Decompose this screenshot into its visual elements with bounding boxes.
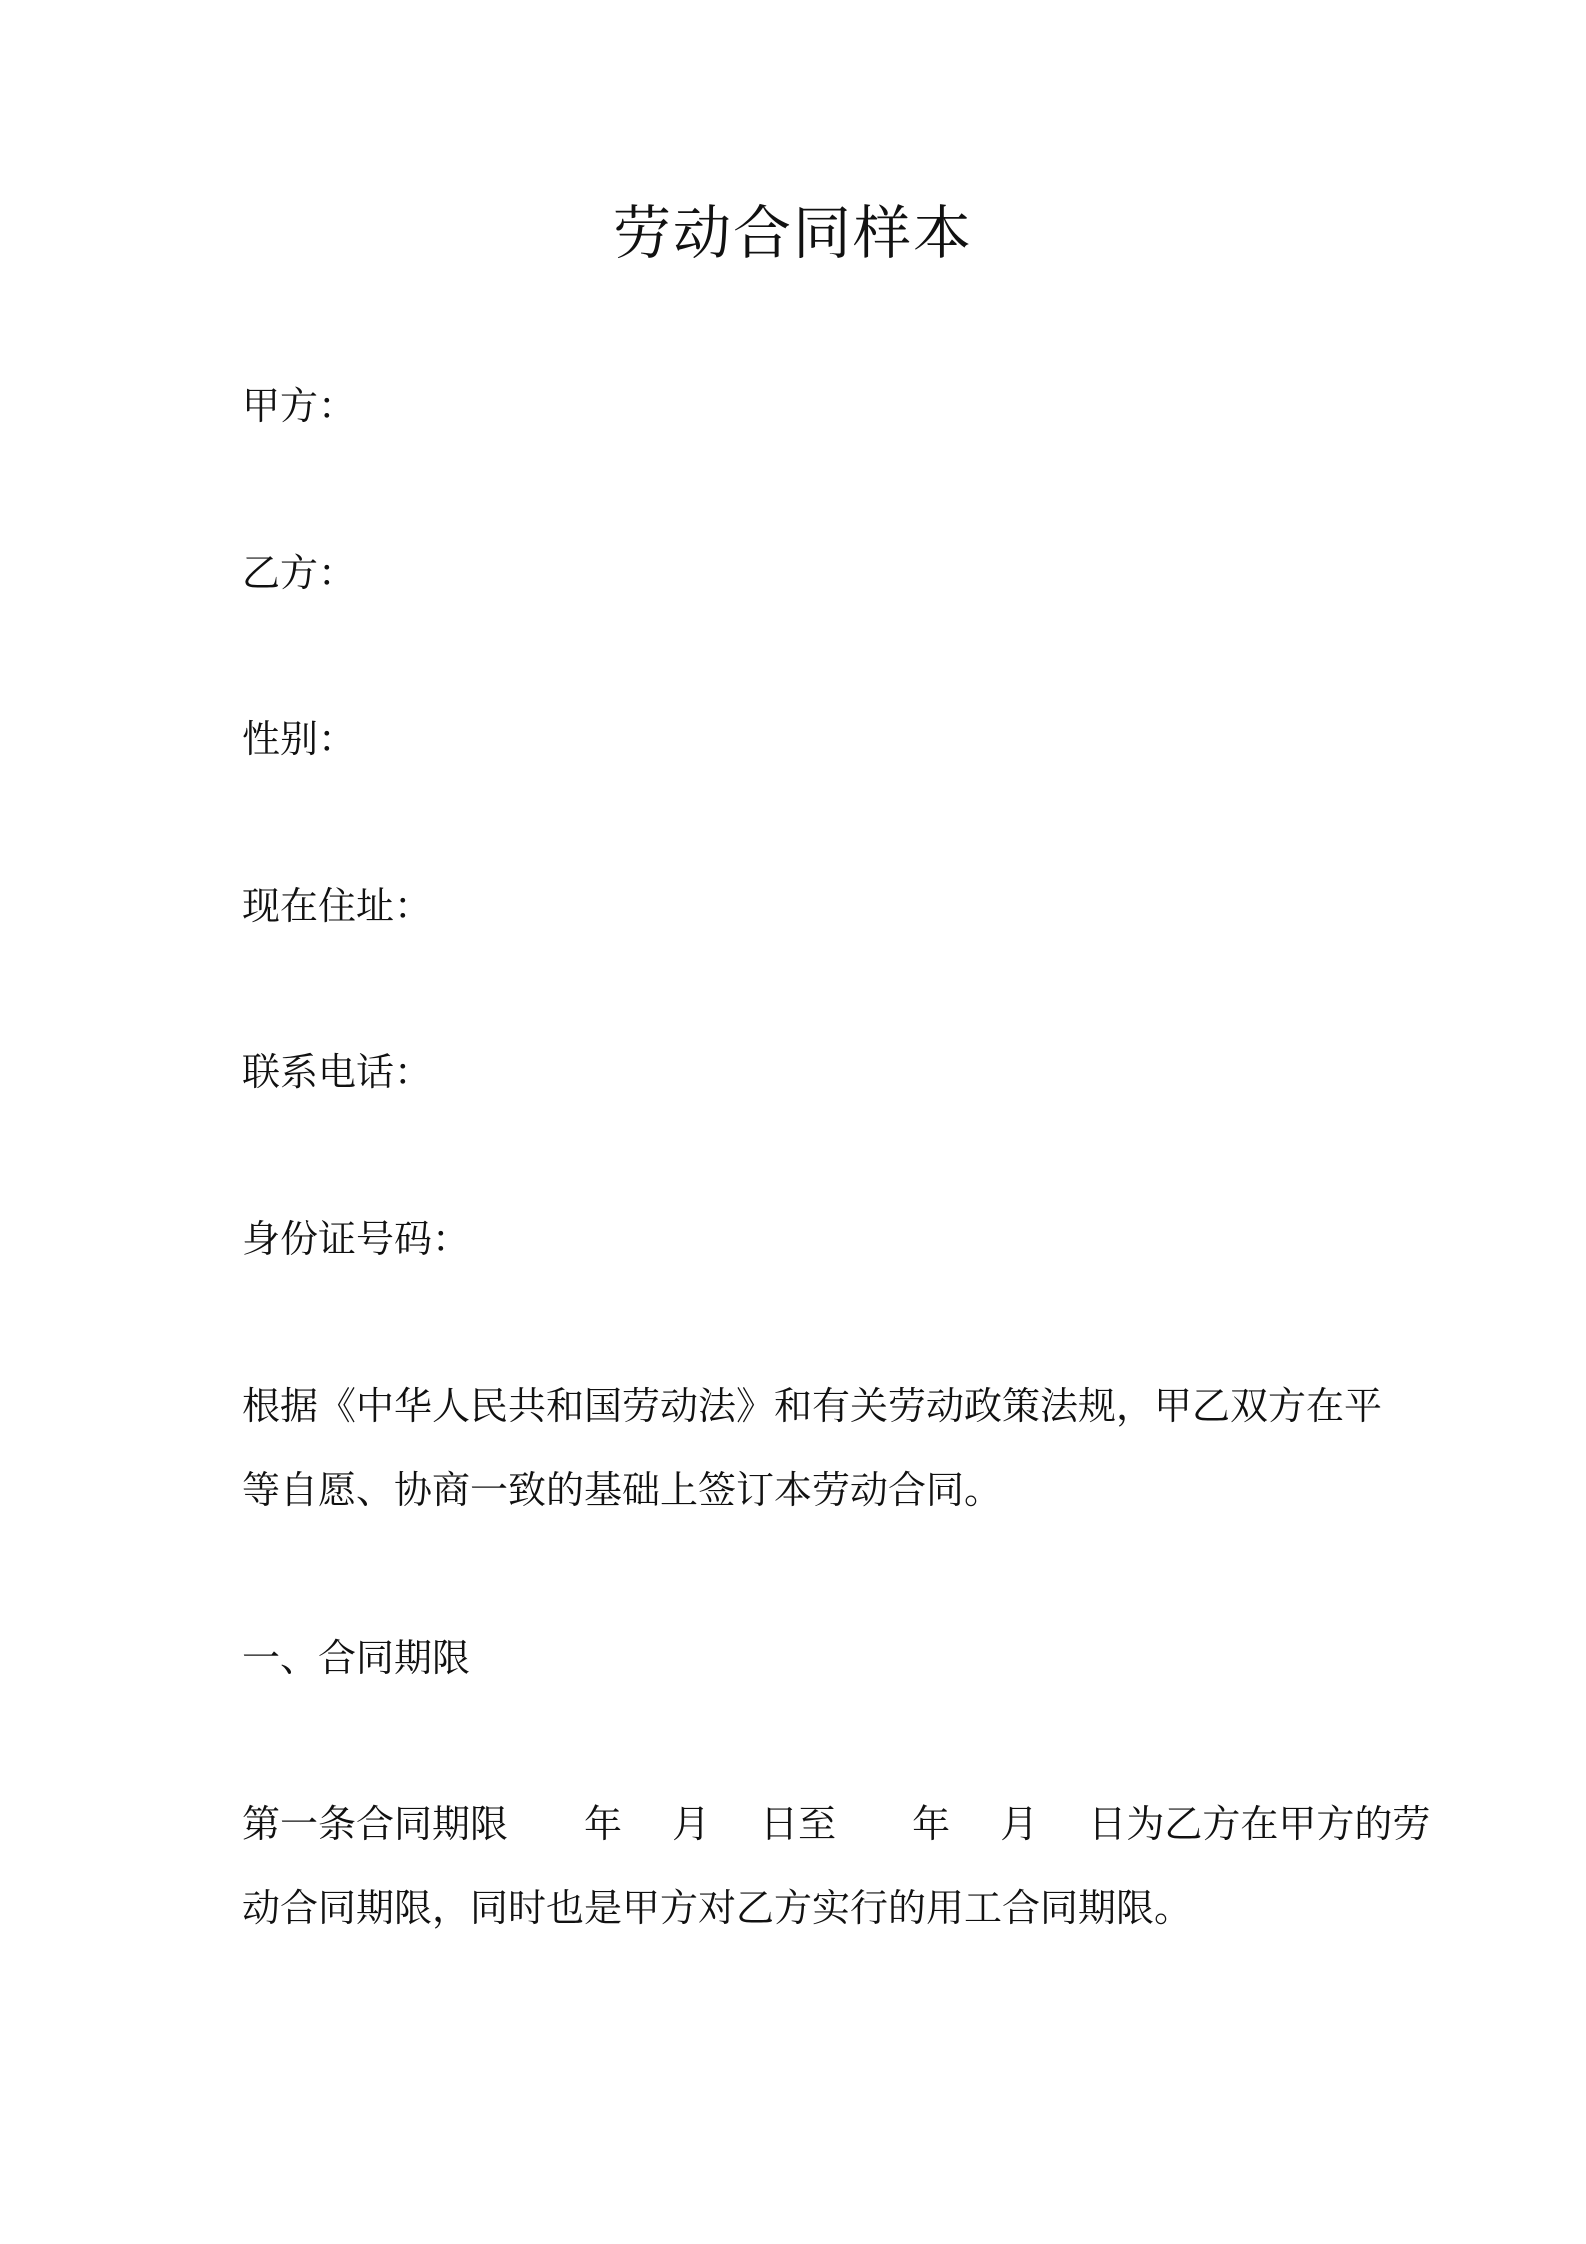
intro-line-2: 等自愿、协商一致的基础上签订本劳动合同。 [242,1468,1003,1512]
section-heading-contract-term: 一、合同期限 [242,1636,471,1680]
article-1-line-1: 第一条合同期限 年 月 日至 年 月 日为乙方在甲方的劳 [242,1802,1431,1846]
field-party-a: 甲方： [242,384,357,428]
field-id-number: 身份证号码： [242,1217,471,1261]
intro-paragraph [242,1364,1383,1532]
field-gender: 性别： [242,717,357,761]
document-title: 劳动合同样本 [612,199,973,267]
article-1-paragraph [242,1782,1431,1950]
field-phone: 联系电话： [242,1050,433,1094]
field-party-b: 乙方： [242,551,357,595]
article-1-line-2: 动合同期限，同时也是甲方对乙方实行的用工合同期限。 [242,1886,1193,1930]
field-address: 现在住址： [242,884,433,928]
intro-line-1: 根据《中华人民共和国劳动法》和有关劳动政策法规，甲乙双方在平 [242,1384,1383,1428]
